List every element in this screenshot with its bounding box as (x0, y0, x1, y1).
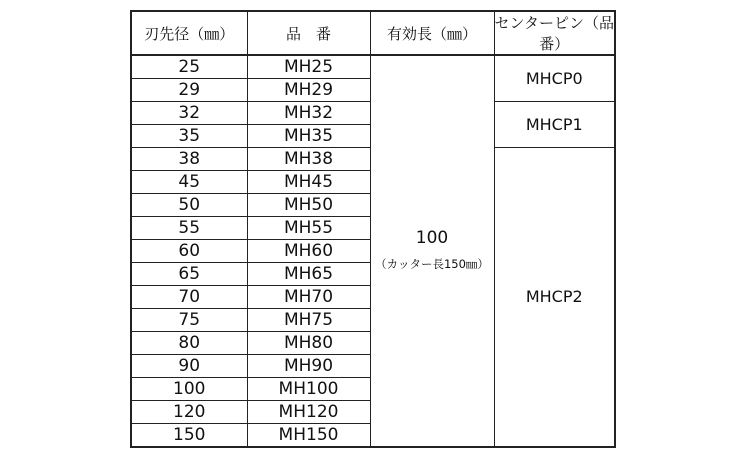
part-no-cell: MH150 (247, 424, 370, 448)
diameter-cell: 60 (131, 240, 247, 263)
part-no-cell: MH90 (247, 355, 370, 378)
header-part-no: 品 番 (247, 11, 370, 55)
diameter-cell: 38 (131, 148, 247, 171)
diameter-cell: 90 (131, 355, 247, 378)
part-no-cell: MH50 (247, 194, 370, 217)
effective-length-note: （カッター長150㎜） (375, 257, 489, 271)
effective-length-cell (370, 55, 494, 447)
part-no-cell: MH65 (247, 263, 370, 286)
effective-length-value: 100 (415, 228, 449, 248)
part-no-cell: MH100 (247, 378, 370, 401)
table-row (131, 55, 615, 79)
header-effective-length: 有効長（㎜） (370, 11, 494, 55)
diameter-cell: 32 (131, 102, 247, 125)
diameter-cell: 35 (131, 125, 247, 148)
diameter-cell: 100 (131, 378, 247, 401)
part-no-cell: MH70 (247, 286, 370, 309)
diameter-cell: 65 (131, 263, 247, 286)
diameter-cell: 150 (131, 424, 247, 448)
part-no-cell: MH32 (247, 102, 370, 125)
diameter-cell: 120 (131, 401, 247, 424)
part-no-cell: MH120 (247, 401, 370, 424)
part-no-cell: MH35 (247, 125, 370, 148)
diameter-cell: 50 (131, 194, 247, 217)
diameter-cell: 80 (131, 332, 247, 355)
center-pin-cell: MHCP1 (494, 102, 615, 148)
diameter-cell: 29 (131, 79, 247, 102)
part-no-cell: MH55 (247, 217, 370, 240)
center-pin-cell: MHCP2 (494, 148, 615, 448)
part-no-cell: MH75 (247, 309, 370, 332)
part-no-cell: MH25 (247, 55, 370, 79)
diameter-cell: 25 (131, 55, 247, 79)
diameter-cell: 45 (131, 171, 247, 194)
part-no-cell: MH38 (247, 148, 370, 171)
diameter-cell: 75 (131, 309, 247, 332)
spec-table (130, 10, 616, 448)
header-diameter: 刃先径（㎜） (131, 11, 247, 55)
diameter-cell: 55 (131, 217, 247, 240)
part-no-cell: MH29 (247, 79, 370, 102)
diameter-cell: 70 (131, 286, 247, 309)
header-center-pin: センターピン（品番） (494, 11, 615, 55)
part-no-cell: MH45 (247, 171, 370, 194)
header-row (131, 11, 615, 55)
part-no-cell: MH60 (247, 240, 370, 263)
part-no-cell: MH80 (247, 332, 370, 355)
center-pin-cell: MHCP0 (494, 55, 615, 102)
